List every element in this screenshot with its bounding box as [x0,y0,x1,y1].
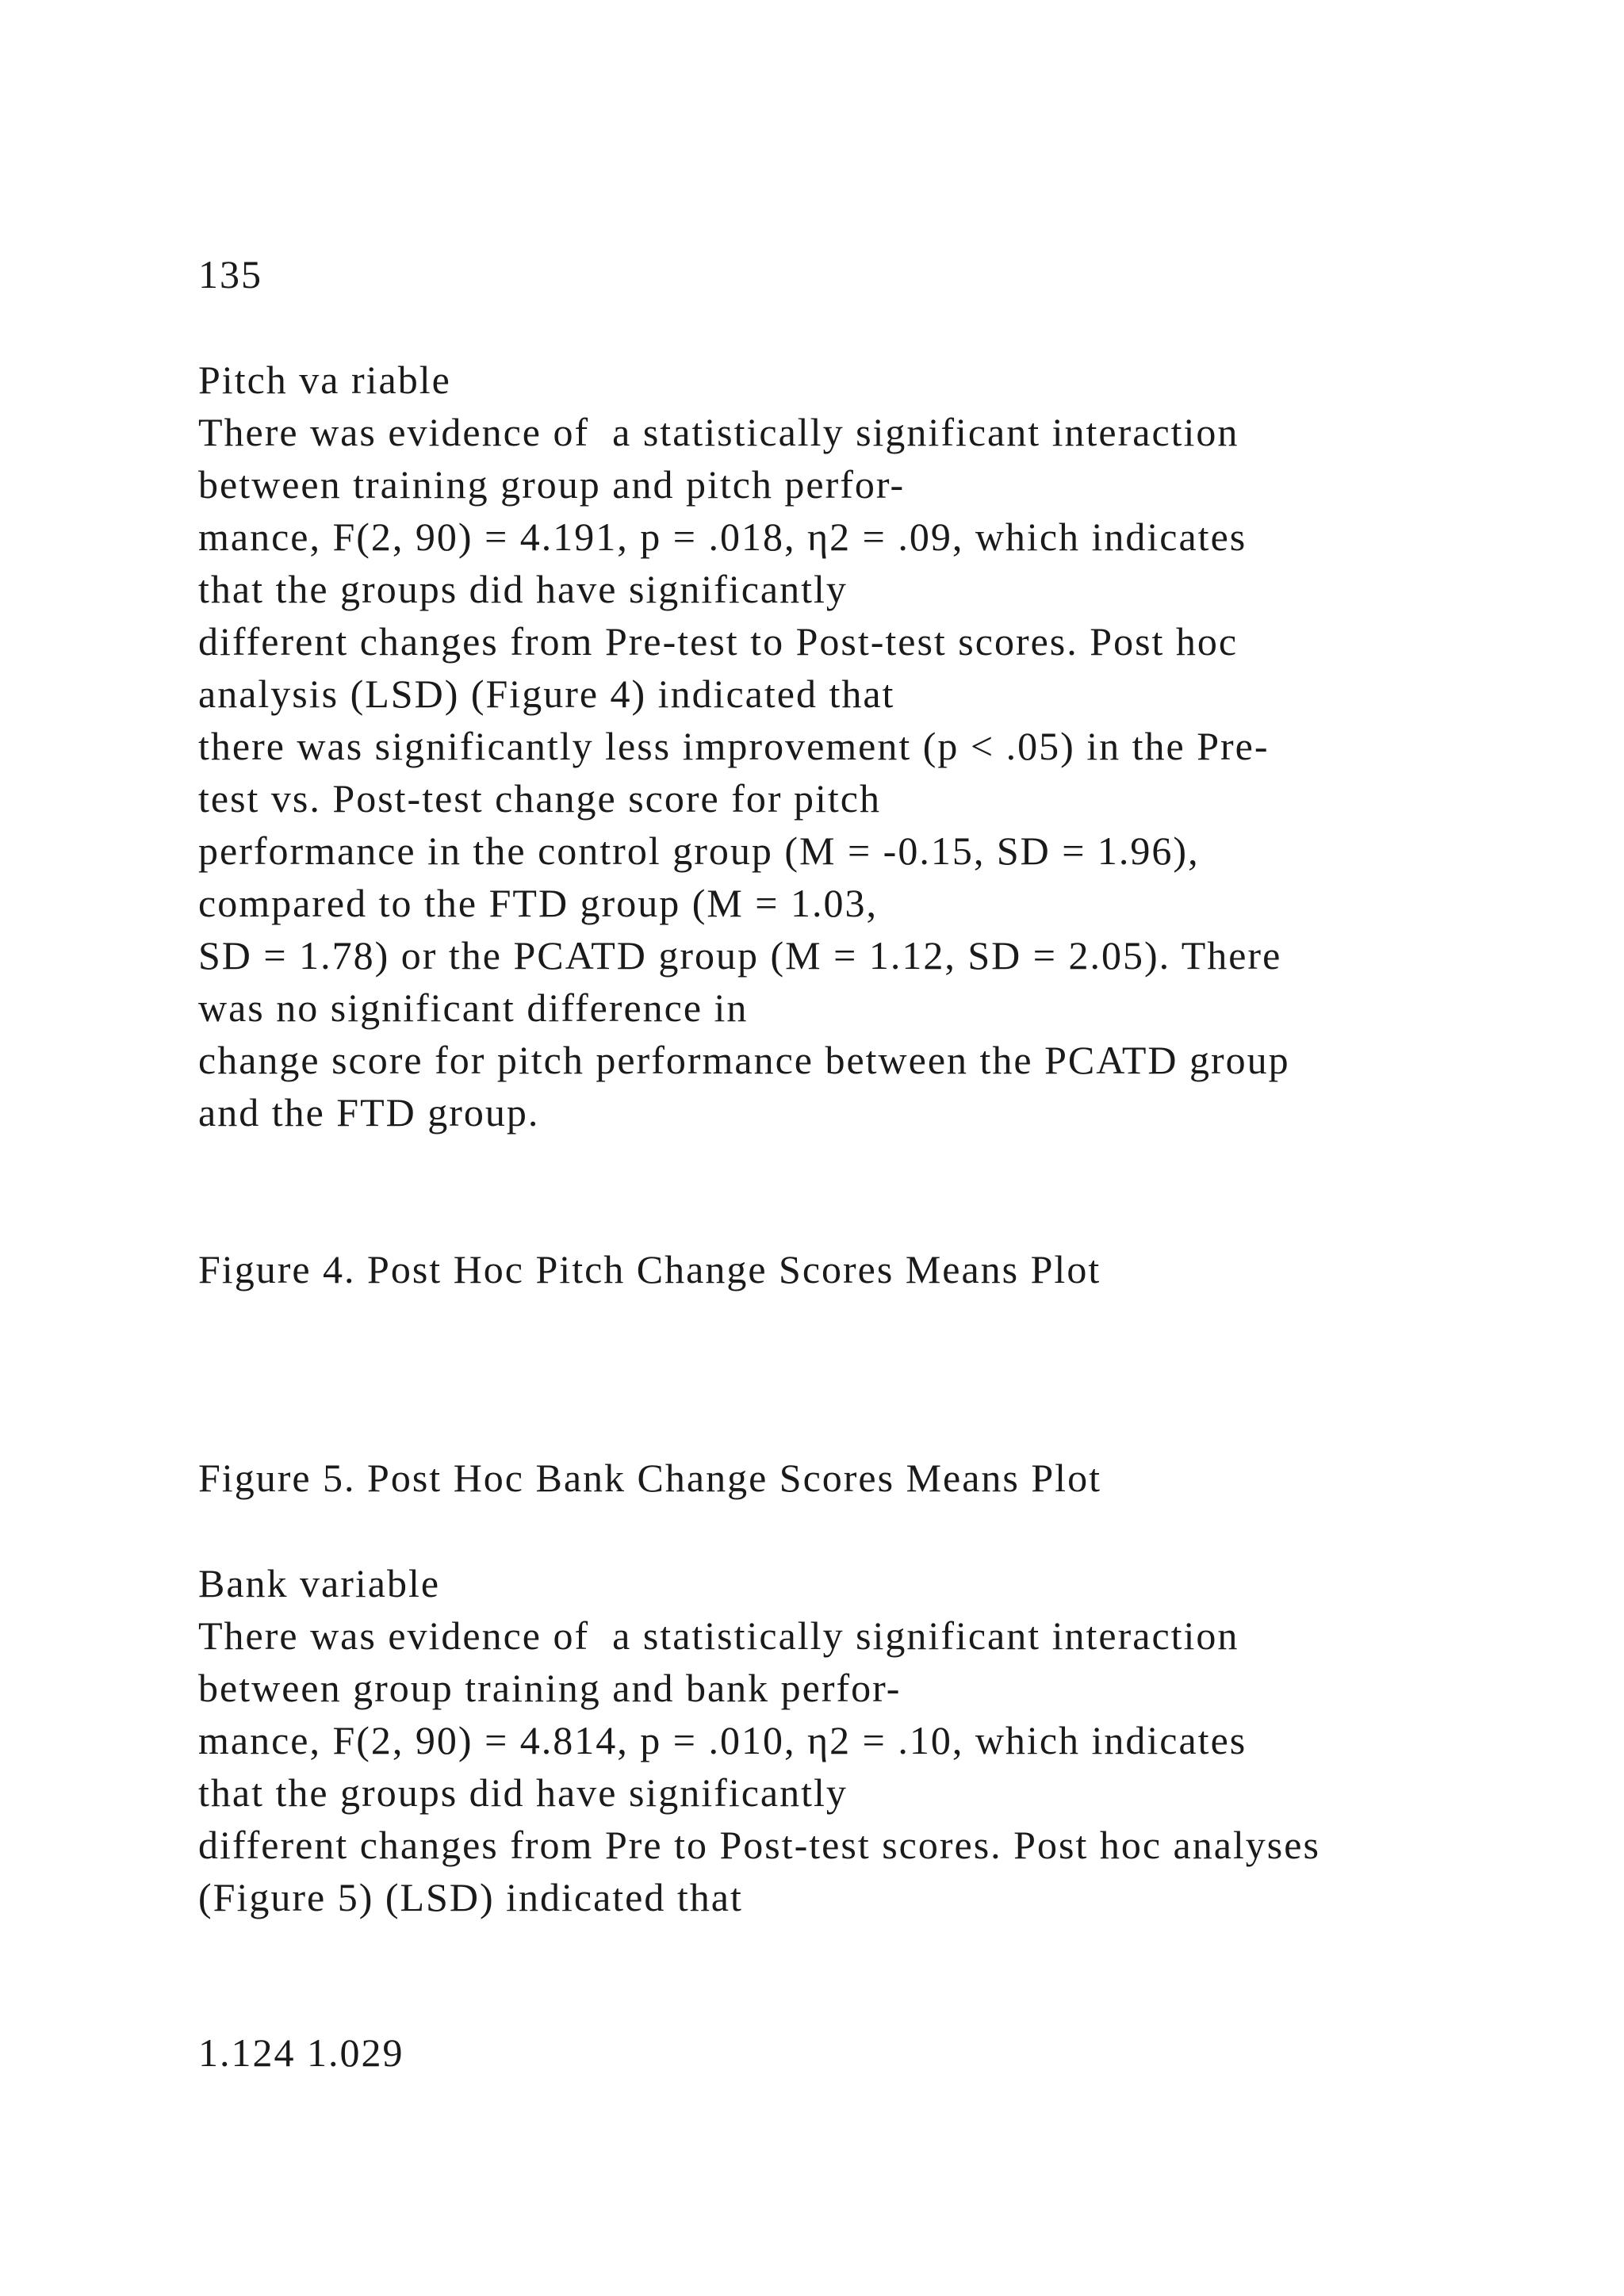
figure-5-caption: Figure 5. Post Hoc Bank Change Scores Means Plot [198,1456,1101,1500]
pitch-paragraph-line: SD = 1.78) or the PCATD group (M = 1.12, SD = 2.05). There [198,933,1282,978]
pitch-paragraph-line: performance in the control group (M = -0.15, SD = 1.96), [198,828,1200,873]
pitch-paragraph-line: different changes from Pre-test to Post-test scores. Post hoc [198,619,1239,664]
figure-4-caption: Figure 4. Post Hoc Pitch Change Scores Means Plot [198,1247,1101,1292]
pitch-paragraph-line: change score for pitch performance between the PCATD group [198,1038,1290,1082]
pitch-paragraph-line: between training group and pitch perfor- [198,462,906,507]
pitch-paragraph-line: mance, F(2, 90) = 4.191, p = .018, η2 = .09, which indicates [198,515,1247,559]
pitch-paragraph-line: and the FTD group. [198,1090,540,1135]
pitch-paragraph-line: test vs. Post-test change score for pitch [198,776,881,821]
page-number: 135 [198,252,262,297]
pitch-paragraph-line: there was significantly less improvement (p < .05) in the Pre- [198,724,1270,768]
pitch-section-heading: Pitch va riable [198,358,451,402]
bank-paragraph-line: (Figure 5) (LSD) indicated that [198,1875,743,1919]
bank-paragraph-line: that the groups did have significantly [198,1770,848,1815]
pitch-paragraph-line: analysis (LSD) (Figure 4) indicated that [198,672,895,716]
pitch-paragraph-line: that the groups did have significantly [198,567,848,611]
pitch-paragraph-line: compared to the FTD group (M = 1.03, [198,881,879,925]
bank-paragraph-line: different changes from Pre to Post-test scores. Post hoc analyses [198,1823,1320,1867]
bank-section-heading: Bank variable [198,1561,441,1605]
figure-values: 1.124 1.029 [198,2030,404,2075]
bank-paragraph-line: between group training and bank perfor- [198,1666,902,1710]
pitch-paragraph-line: was no significant difference in [198,985,749,1030]
pitch-paragraph-line: There was evidence of a statistically significant interaction [198,410,1239,454]
bank-paragraph-line: mance, F(2, 90) = 4.814, p = .010, η2 = .10, which indicates [198,1718,1247,1762]
bank-paragraph-line: There was evidence of a statistically significant interaction [198,1613,1239,1658]
